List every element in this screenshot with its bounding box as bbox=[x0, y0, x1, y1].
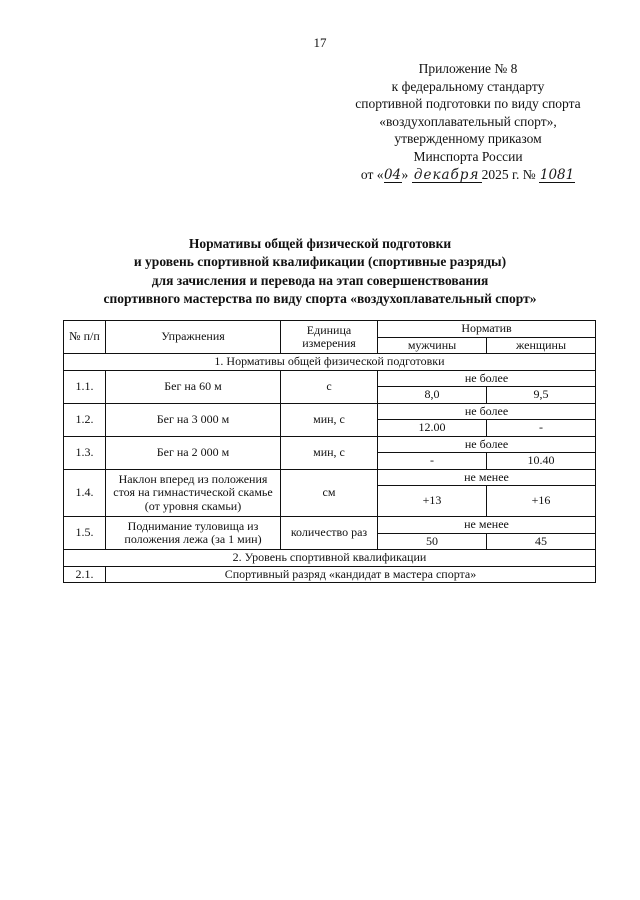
row-unit: мин, с bbox=[281, 436, 378, 469]
appendix-line: «воздухоплавательный спорт», bbox=[379, 113, 557, 129]
date-year: 2025 г. № bbox=[481, 166, 536, 182]
row-num: 1.3. bbox=[64, 436, 106, 469]
row-men-value: - bbox=[378, 453, 487, 470]
appendix-line: к федеральному стандарту bbox=[391, 78, 545, 94]
row-num: 1.2. bbox=[64, 403, 106, 436]
header-women: женщины bbox=[487, 337, 596, 354]
document-title bbox=[40, 235, 600, 308]
handwritten-month: декабря bbox=[412, 168, 482, 183]
section-title: 1. Нормативы общей физической подготовки bbox=[64, 354, 596, 371]
row-condition: не менее bbox=[378, 517, 596, 534]
row-num: 1.5. bbox=[64, 517, 106, 550]
table-row bbox=[64, 566, 596, 583]
row-condition: не более bbox=[378, 403, 596, 420]
norms-table bbox=[63, 320, 596, 583]
date-prefix: от « bbox=[360, 166, 384, 182]
row-num: 2.1. bbox=[64, 566, 106, 583]
appendix-line: Приложение № 8 bbox=[418, 61, 518, 76]
table-row bbox=[64, 469, 596, 486]
handwritten-order-number: 1081 bbox=[539, 166, 575, 183]
row-condition: не более bbox=[378, 436, 596, 453]
row-exercise: Бег на 3 000 м bbox=[106, 403, 281, 436]
row-num: 1.4. bbox=[64, 469, 106, 517]
row-women-value: - bbox=[487, 420, 596, 437]
row-men-value: 12.00 bbox=[378, 420, 487, 437]
row-exercise: Наклон вперед из положения стоя на гимнастической скамье (от уровня скамьи) bbox=[106, 469, 281, 517]
section-row bbox=[64, 354, 596, 371]
row-women-value: +16 bbox=[487, 486, 596, 517]
header-exercise: Упражнения bbox=[106, 321, 281, 354]
appendix-line: Минспорта России bbox=[413, 148, 523, 164]
row-exercise: Поднимание туловища из положения лежа (за 1 мин) bbox=[106, 517, 281, 550]
row-rank-text: Спортивный разряд «кандидат в мастера спорта» bbox=[106, 566, 596, 583]
header-men: мужчины bbox=[378, 337, 487, 354]
table-row bbox=[64, 403, 596, 420]
row-condition: не более bbox=[378, 370, 596, 387]
table-row bbox=[64, 436, 596, 453]
table-header-row bbox=[64, 321, 596, 338]
section-row bbox=[64, 550, 596, 567]
row-unit: количество раз bbox=[281, 517, 378, 550]
title-line: Нормативы общей физической подготовки bbox=[188, 236, 452, 251]
page-number: 17 bbox=[313, 35, 327, 50]
header-norm: Норматив bbox=[378, 321, 596, 338]
row-exercise: Бег на 2 000 м bbox=[106, 436, 281, 469]
row-men-value: 8,0 bbox=[378, 387, 487, 404]
header-num: № п/п bbox=[64, 321, 106, 354]
table-row bbox=[64, 517, 596, 534]
row-women-value: 9,5 bbox=[487, 387, 596, 404]
row-unit: с bbox=[281, 370, 378, 403]
title-line: для зачисления и перевода на этап совершенствования bbox=[151, 272, 489, 288]
appendix-block bbox=[330, 60, 606, 183]
section-title: 2. Уровень спортивной квалификации bbox=[64, 550, 596, 567]
row-men-value: +13 bbox=[378, 486, 487, 517]
table-row bbox=[64, 370, 596, 387]
title-line: и уровень спортивной квалификации (спортивные разряды) bbox=[133, 254, 507, 270]
title-line: спортивного мастерства по виду спорта «воздухоплавательный спорт» bbox=[103, 290, 537, 306]
row-men-value: 50 bbox=[378, 533, 487, 550]
date-mid: » bbox=[401, 166, 409, 182]
appendix-line: утвержденному приказом bbox=[394, 131, 542, 147]
appendix-line: спортивной подготовки по виду спорта bbox=[355, 96, 581, 112]
row-condition: не менее bbox=[378, 469, 596, 486]
order-date-line bbox=[330, 166, 606, 184]
handwritten-day: 04 bbox=[383, 166, 402, 183]
row-unit: см bbox=[281, 469, 378, 517]
header-unit: Единица измерения bbox=[281, 321, 378, 354]
row-num: 1.1. bbox=[64, 370, 106, 403]
row-women-value: 45 bbox=[487, 533, 596, 550]
row-exercise: Бег на 60 м bbox=[106, 370, 281, 403]
row-women-value: 10.40 bbox=[487, 453, 596, 470]
row-unit: мин, с bbox=[281, 403, 378, 436]
